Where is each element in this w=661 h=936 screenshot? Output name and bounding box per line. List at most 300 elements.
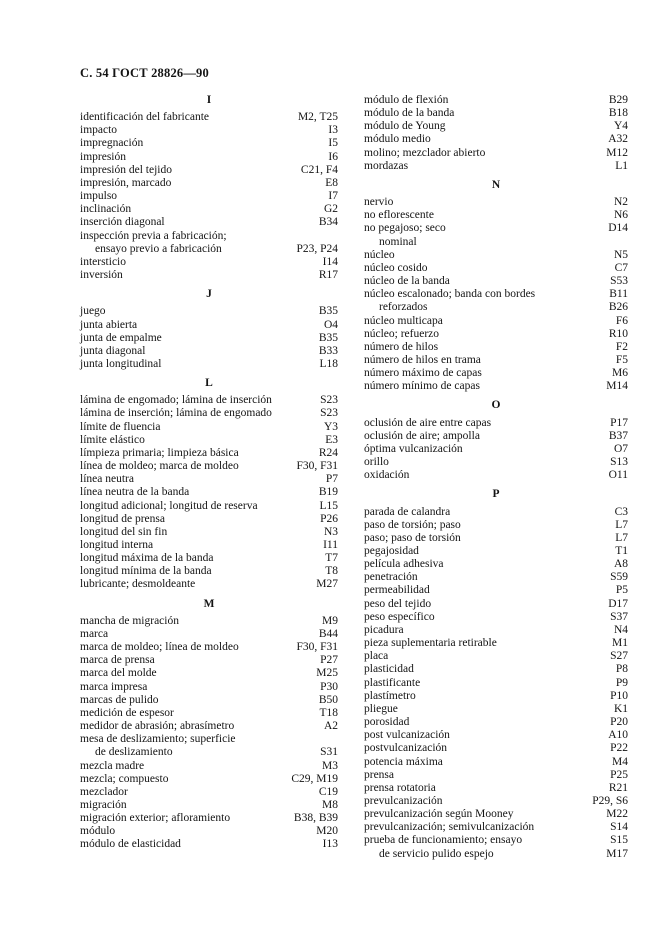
entry-term: impulso	[80, 190, 118, 203]
entry-term: pliegue	[364, 702, 398, 715]
entry-code: S31	[320, 746, 338, 759]
entry-term: nominal	[379, 235, 417, 248]
index-entry	[80, 460, 338, 473]
entry-code: P8	[615, 663, 628, 676]
index-left-column	[80, 94, 338, 852]
entry-code: N6	[613, 209, 628, 222]
entry-code: P20	[610, 716, 628, 729]
entry-term: límite de fluencia	[80, 420, 161, 433]
section-heading: I	[206, 94, 212, 106]
section-heading: O	[491, 399, 501, 412]
entry-term: no pegajoso; seco	[364, 222, 446, 235]
entry-term: medidor de abrasión; abrasímetro	[80, 720, 235, 733]
entry-code: M6	[612, 367, 628, 380]
entry-term: prueba de funcionamiento; ensayo	[364, 834, 523, 847]
index-entry	[80, 177, 338, 190]
entry-code: C19	[318, 785, 338, 798]
index-entry	[364, 506, 628, 519]
entry-code: L18	[319, 357, 338, 370]
index-entry	[80, 628, 338, 641]
entry-term: núcleo de la banda	[364, 275, 450, 288]
entry-term: plasticidad	[364, 663, 414, 676]
index-entry	[364, 341, 628, 354]
entry-code: M9	[322, 614, 338, 627]
index-entry	[364, 690, 628, 703]
entry-code: M3	[322, 759, 338, 772]
entry-term: juego	[80, 305, 106, 318]
entry-term: ensayo previo a fabricación	[95, 242, 222, 255]
entry-code: F30, F31	[296, 460, 338, 473]
entry-code: M4	[612, 755, 628, 768]
entry-code: B33	[318, 344, 338, 357]
entry-code: P22	[610, 742, 628, 755]
entry-code: F5	[615, 353, 628, 366]
index-entry	[80, 578, 338, 591]
entry-code: T8	[325, 565, 338, 578]
entry-term: núcleo cosido	[364, 261, 428, 274]
index-entry	[364, 456, 628, 469]
entry-term: permeabilidad	[364, 584, 430, 597]
index-entry	[364, 275, 628, 288]
index-entry	[80, 720, 338, 733]
entry-term: peso específico	[364, 610, 435, 623]
index-entry	[364, 637, 628, 650]
entry-code: I5	[328, 137, 338, 150]
index-entry	[364, 196, 628, 209]
index-entry	[364, 532, 628, 545]
entry-term: picadura	[364, 623, 404, 636]
index-entry	[80, 641, 338, 654]
entry-code: K1	[613, 702, 628, 715]
entry-term: núcleo multicapa	[364, 314, 443, 327]
entry-code: C29, M19	[291, 772, 338, 785]
entry-term: migración exterior; afloramiento	[80, 812, 231, 825]
entry-code: P10	[610, 689, 628, 702]
entry-term: pegajosidad	[364, 545, 419, 557]
entry-code: P17	[610, 416, 628, 429]
index-entry	[80, 694, 338, 707]
entry-code: C3	[614, 505, 628, 518]
entry-code: M2, T25	[297, 111, 338, 124]
index-entry	[80, 486, 338, 499]
entry-term: impresión del tejido	[80, 163, 172, 176]
index-columns	[80, 94, 628, 861]
index-entry	[80, 434, 338, 447]
entry-term: parada de calandra	[364, 505, 451, 518]
entry-code: A8	[613, 558, 628, 571]
entry-term: lubricante; desmoldeante	[80, 578, 196, 591]
entry-code: Y3	[323, 420, 338, 433]
entry-code: B35	[318, 331, 338, 344]
entry-term: longitud mínima de la banda	[80, 565, 212, 578]
entry-term: mezclador	[80, 785, 128, 798]
entry-code: B37	[608, 429, 628, 442]
entry-code: M20	[316, 825, 338, 838]
entry-code: M8	[322, 798, 338, 811]
entry-term: número de hilos	[364, 340, 439, 353]
index-entry	[80, 786, 338, 799]
index-entry	[364, 133, 628, 146]
entry-term: marca de moldeo; línea de moldeo	[80, 641, 239, 654]
entry-code: R24	[318, 446, 338, 459]
section-heading: M	[203, 597, 215, 610]
entry-term: núcleo	[364, 248, 395, 261]
entry-code: B38, B39	[293, 812, 338, 825]
index-entry	[364, 443, 628, 456]
entry-term: marca de prensa	[80, 654, 155, 667]
entry-term: junta diagonal	[80, 344, 146, 357]
entry-term: junta abierta	[80, 318, 138, 331]
entry-code: I6	[328, 150, 338, 163]
index-entry	[80, 358, 338, 371]
entry-term: número máximo de capas	[364, 367, 482, 380]
entry-code: P9	[615, 676, 628, 689]
entry-term: molino; mezclador abierto	[364, 146, 486, 159]
index-entry	[80, 473, 338, 486]
index-entry	[80, 733, 338, 746]
entry-term: módulo de elasticidad	[80, 838, 181, 851]
index-entry	[364, 729, 628, 742]
entry-code: I14	[322, 255, 338, 268]
entry-term: reforzados	[379, 301, 428, 314]
index-entry	[80, 799, 338, 812]
entry-code: S13	[610, 456, 628, 469]
entry-term: prensa rotatoria	[364, 781, 436, 794]
entry-term: placa	[364, 650, 389, 663]
entry-code: O11	[608, 469, 628, 482]
entry-term: lámina de engomado; lámina de inserción	[80, 394, 272, 407]
index-entry	[364, 545, 628, 558]
index-entry	[364, 611, 628, 624]
entry-term: módulo de Young	[364, 120, 446, 133]
entry-term: penetración	[364, 571, 418, 584]
index-entry	[364, 417, 628, 430]
entry-code: B11	[609, 288, 628, 301]
index-entry	[80, 164, 338, 177]
index-entry	[80, 319, 338, 332]
index-entry	[364, 107, 628, 120]
entry-term: potencia máxima	[364, 755, 443, 768]
entry-code: T7	[325, 552, 338, 565]
entry-code: N4	[613, 623, 628, 636]
entry-term: inspección previa a fabricación;	[80, 229, 227, 242]
entry-code: E3	[325, 433, 338, 446]
entry-code: F2	[615, 340, 628, 353]
entry-term: postvulcanización	[364, 742, 448, 755]
entry-term: prevulcanización según Mooney	[364, 808, 514, 821]
entry-code: D14	[608, 222, 628, 235]
index-entry	[80, 654, 338, 667]
index-entry	[364, 677, 628, 690]
entry-term: impresión, marcado	[80, 176, 172, 189]
index-entry	[80, 447, 338, 460]
entry-code: N3	[323, 525, 338, 538]
entry-code: L7	[615, 531, 628, 544]
entry-code: P27	[320, 654, 338, 667]
entry-code: S59	[610, 571, 628, 584]
entry-term: marcas de pulido	[80, 693, 159, 706]
entry-term: prevulcanización	[364, 794, 443, 807]
entry-term: post vulcanización	[364, 729, 450, 742]
entry-term: oxidación	[364, 469, 410, 482]
index-entry	[364, 222, 628, 235]
entry-code: L1	[615, 159, 628, 172]
entry-code: P26	[320, 512, 338, 525]
entry-code: I7	[328, 190, 338, 203]
entry-code: S53	[610, 275, 628, 288]
index-entry	[80, 526, 338, 539]
index-entry	[364, 288, 628, 301]
entry-code: T1	[615, 545, 628, 557]
index-entry	[364, 120, 628, 133]
index-entry	[364, 663, 628, 676]
index-entry	[364, 147, 628, 160]
entry-code: C21, F4	[300, 163, 338, 176]
entry-term: inversión	[80, 269, 123, 282]
index-entry-continuation	[364, 848, 628, 861]
index-entry	[80, 500, 338, 513]
entry-code: M14	[606, 380, 628, 393]
entry-term: nervio	[364, 196, 394, 209]
entry-term: inclinación	[80, 203, 132, 216]
entry-term: longitud interna	[80, 539, 154, 551]
page-header: С. 54 ГОСТ 28826—90	[80, 66, 209, 80]
index-entry	[364, 367, 628, 380]
section-heading: J	[206, 288, 212, 301]
entry-term: número de hilos en trama	[364, 353, 481, 366]
index-entry	[80, 305, 338, 318]
index-entry	[80, 230, 338, 243]
entry-code: I3	[328, 124, 338, 137]
entry-code: S23	[320, 407, 338, 420]
entry-term: mezcla; compuesto	[80, 772, 169, 785]
index-entry	[80, 151, 338, 164]
entry-term: oclusión de aire entre capas	[364, 416, 492, 429]
entry-code: S15	[610, 834, 628, 847]
entry-code: S14	[610, 821, 628, 834]
entry-term: inserción diagonal	[80, 216, 165, 229]
entry-term: porosidad	[364, 716, 410, 729]
entry-code: B34	[318, 216, 338, 229]
section-heading: P	[492, 488, 500, 501]
entry-code: F6	[615, 314, 628, 327]
entry-code: G2	[323, 203, 338, 216]
entry-code: B19	[318, 486, 338, 499]
index-entry	[80, 838, 338, 851]
entry-code: P7	[325, 473, 338, 486]
entry-term: marca del molde	[80, 667, 157, 680]
index-entry	[80, 190, 338, 203]
index-entry	[364, 782, 628, 795]
index-entry	[364, 249, 628, 262]
entry-code: S23	[320, 394, 338, 407]
entry-term: longitud del sin fin	[80, 525, 168, 538]
index-entry	[364, 808, 628, 821]
entry-code: I13	[322, 838, 338, 851]
index-entry	[80, 707, 338, 720]
index-entry	[80, 773, 338, 786]
entry-code: N2	[613, 196, 628, 209]
index-entry	[80, 812, 338, 825]
entry-term: mancha de migración	[80, 614, 179, 627]
entry-code: A2	[323, 720, 338, 733]
entry-term: longitud adicional; longitud de reserva	[80, 499, 258, 512]
index-entry	[80, 513, 338, 526]
entry-term: película adhesiva	[364, 558, 444, 571]
index-entry	[364, 519, 628, 532]
index-entry	[364, 430, 628, 443]
entry-term: línea neutra de la banda	[80, 486, 190, 499]
index-entry	[80, 332, 338, 345]
entry-code: P29, S6	[592, 794, 628, 807]
index-entry	[364, 598, 628, 611]
index-entry	[364, 650, 628, 663]
entry-term: línea de moldeo; marca de moldeo	[80, 460, 239, 473]
index-entry	[80, 269, 338, 282]
entry-code: L7	[615, 518, 628, 531]
entry-code: P25	[610, 768, 628, 781]
index-entry	[80, 681, 338, 694]
entry-code: O4	[323, 318, 338, 331]
entry-term: línea neutra	[80, 473, 134, 486]
entry-term: lámina de inserción; lámina de engomado	[80, 407, 272, 420]
index-entry	[80, 825, 338, 838]
entry-term: medición de espesor	[80, 706, 174, 719]
entry-term: impregnación	[80, 137, 144, 150]
entry-term: longitud de prensa	[80, 512, 165, 525]
index-entry	[364, 328, 628, 341]
entry-code: A10	[608, 729, 628, 742]
entry-code: I11	[323, 539, 338, 551]
entry-term: identificación del fabricante	[80, 111, 209, 124]
index-entry	[80, 111, 338, 124]
index-entry	[80, 137, 338, 150]
index-entry	[80, 552, 338, 565]
entry-code: S27	[610, 650, 628, 663]
entry-term: mezcla madre	[80, 759, 145, 772]
entry-code: R10	[608, 327, 628, 340]
entry-term: pieza suplementaria retirable	[364, 637, 497, 650]
entry-code: B18	[608, 107, 628, 120]
index-entry	[364, 716, 628, 729]
entry-term: de deslizamiento	[95, 746, 173, 759]
entry-code: F30, F31	[296, 641, 338, 654]
entry-term: de servicio pulido espejo	[379, 847, 494, 860]
entry-code: B35	[318, 305, 338, 318]
entry-term: módulo medio	[364, 133, 431, 146]
index-entry-continuation	[80, 243, 338, 256]
entry-term: marca	[80, 627, 109, 640]
entry-code: D17	[608, 597, 628, 610]
entry-term: junta longitudinal	[80, 357, 162, 370]
index-entry	[364, 94, 628, 107]
index-right-column	[364, 94, 628, 861]
entry-term: orillo	[364, 456, 389, 469]
index-entry	[80, 256, 338, 269]
entry-term: mordazas	[364, 159, 409, 172]
index-entry	[80, 667, 338, 680]
entry-term: paso; paso de torsión	[364, 531, 461, 544]
entry-term: migración	[80, 798, 127, 811]
entry-term: módulo de la banda	[364, 107, 455, 120]
entry-term: impresión	[80, 150, 126, 163]
index-entry	[364, 624, 628, 637]
index-entry	[364, 380, 628, 393]
entry-term: peso del tejido	[364, 597, 432, 610]
entry-term: plastificante	[364, 676, 421, 689]
entry-code: E8	[325, 176, 338, 189]
index-entry	[80, 615, 338, 628]
index-entry	[80, 421, 338, 434]
entry-term: prensa	[364, 768, 395, 781]
index-entry-continuation	[364, 236, 628, 249]
entry-code: M12	[606, 146, 628, 159]
entry-term: límpieza primaria; limpieza básica	[80, 446, 239, 459]
entry-term: paso de torsión; paso	[364, 518, 461, 531]
entry-code: B50	[318, 693, 338, 706]
index-entry	[364, 315, 628, 328]
entry-term: no eflorescente	[364, 209, 434, 222]
index-entry	[364, 742, 628, 755]
index-entry	[80, 760, 338, 773]
index-entry	[364, 834, 628, 847]
index-entry	[364, 756, 628, 769]
entry-code: Y4	[613, 120, 628, 133]
entry-term: núcleo; refuerzo	[364, 327, 440, 340]
index-entry	[364, 354, 628, 367]
index-entry	[364, 558, 628, 571]
entry-code: M22	[606, 808, 628, 821]
entry-term: marca impresa	[80, 680, 148, 693]
index-entry	[80, 345, 338, 358]
index-entry	[364, 769, 628, 782]
entry-term: núcleo escalonado; banda con bordes	[364, 288, 536, 301]
section-heading: N	[491, 178, 501, 191]
entry-code: R21	[608, 781, 628, 794]
index-entry	[364, 821, 628, 834]
entry-code: M27	[316, 578, 338, 591]
entry-code: B29	[608, 94, 628, 106]
section-heading: L	[205, 377, 213, 390]
entry-code: S37	[610, 610, 628, 623]
entry-code: M1	[612, 637, 628, 650]
entry-code: O7	[613, 442, 628, 455]
index-entry-continuation	[364, 301, 628, 314]
entry-term: límite elástico	[80, 433, 145, 446]
entry-term: prevulcanización; semivulcanización	[364, 821, 535, 834]
index-entry	[80, 216, 338, 229]
index-entry	[364, 160, 628, 173]
entry-term: intersticio	[80, 255, 126, 268]
entry-term: impacto	[80, 124, 118, 137]
index-entry	[364, 703, 628, 716]
entry-term: número mínimo de capas	[364, 380, 480, 393]
index-entry	[364, 469, 628, 482]
entry-term: oclusión de aire; ampolla	[364, 429, 480, 442]
entry-term: óptima vulcanización	[364, 442, 463, 455]
index-entry	[364, 571, 628, 584]
entry-code: P30	[320, 680, 338, 693]
entry-code: P5	[615, 584, 628, 597]
entry-term: junta de empalme	[80, 331, 162, 344]
index-entry	[80, 203, 338, 216]
index-entry	[364, 209, 628, 222]
index-entry	[80, 407, 338, 420]
entry-term: longitud máxima de la banda	[80, 552, 214, 565]
entry-code: M25	[316, 667, 338, 680]
entry-term: mesa de deslizamiento; superficie	[80, 733, 236, 746]
entry-code: N5	[613, 248, 628, 261]
